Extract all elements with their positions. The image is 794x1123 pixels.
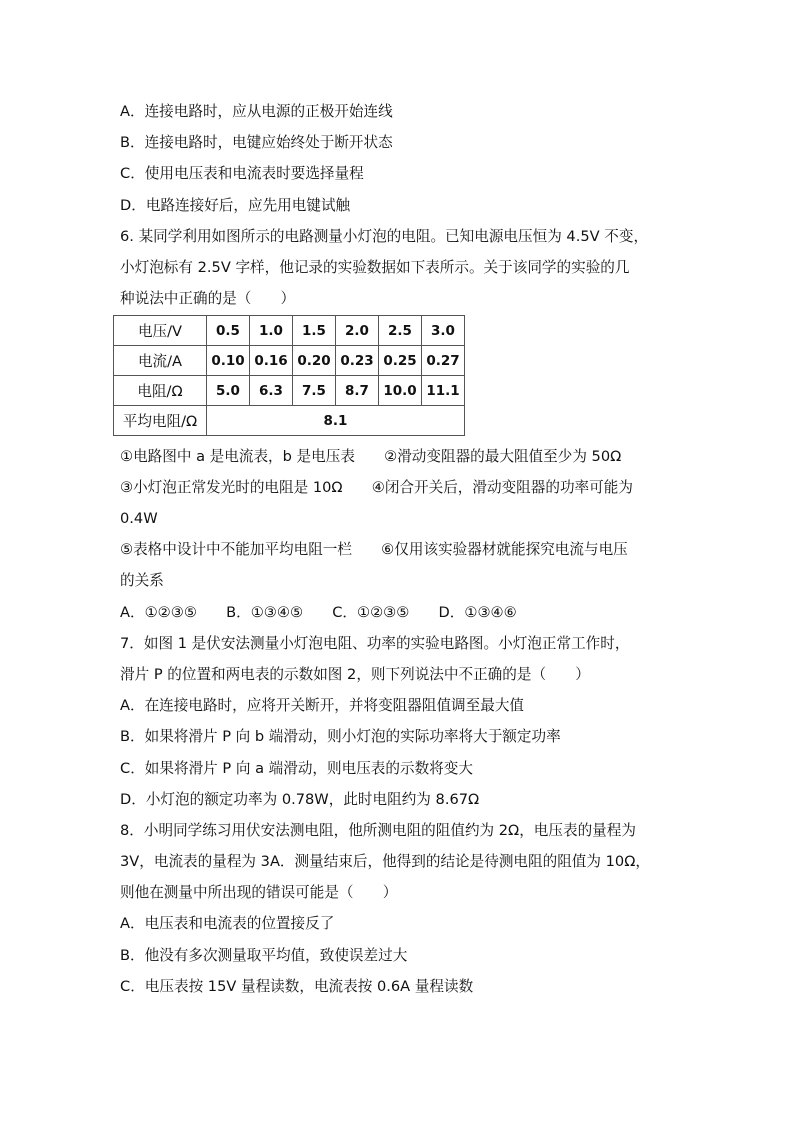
q7-option-c: C．如果将滑片 P 向 a 端滑动，则电压表的示数将变大 <box>120 760 473 777</box>
table-cell: 5.0 <box>207 376 250 406</box>
q6-stem-line-3: 种说法中正确的是（ ） <box>120 290 296 307</box>
table-cell: 8.7 <box>336 376 379 406</box>
table-cell: 0.23 <box>336 346 379 376</box>
q7-option-b: B．如果将滑片 P 向 b 端滑动，则小灯泡的实际功率将大于额定功率 <box>120 728 561 745</box>
q5-option-a: A．连接电路时，应从电源的正极开始连线 <box>120 103 393 120</box>
table-row-current <box>114 346 465 376</box>
average-resistance-value: 8.1 <box>207 406 465 436</box>
table-cell: 0.16 <box>250 346 293 376</box>
q7-option-d: D．小灯泡的额定功率为 0.78W，此时电阻约为 8.67Ω <box>120 791 480 808</box>
table-row-average <box>114 406 465 436</box>
table-cell: 0.27 <box>422 346 465 376</box>
table-cell: 0.5 <box>207 316 250 346</box>
q6-options: A．①②③⑤ B．①③④⑤ C．①②③⑤ D．①③④⑥ <box>120 604 517 621</box>
table-cell: 2.0 <box>336 316 379 346</box>
table-row-voltage <box>114 316 465 346</box>
q6-stem-line-1: 6. 某同学利用如图所示的电路测量小灯泡的电阻。已知电源电压恒为 4.5V 不变， <box>120 228 649 245</box>
q8-stem-line-2: 3V，电流表的量程为 3A．测量结束后，他得到的结论是待测电阻的阻值为 10Ω， <box>120 853 650 870</box>
q6-statement-line-3: 0.4W <box>120 510 158 527</box>
row-header-average: 平均电阻/Ω <box>114 406 207 436</box>
q6-statement-line-5: 的关系 <box>120 572 164 589</box>
q5-option-b: B．连接电路时，电键应始终处于断开状态 <box>120 134 393 151</box>
q8-stem-line-1: 8．小明同学练习用伏安法测电阻，他所测电阻的阻值约为 2Ω，电压表的量程为 <box>120 822 636 839</box>
table-cell: 1.5 <box>293 316 336 346</box>
table-cell: 0.20 <box>293 346 336 376</box>
table-cell: 0.10 <box>207 346 250 376</box>
table-cell: 2.5 <box>379 316 422 346</box>
row-header-voltage: 电压/V <box>114 316 207 346</box>
q6-statement-line-2: ③小灯泡正常发光时的电阻是 10Ω ④闭合开关后，滑动变阻器的功率可能为 <box>120 479 633 496</box>
table-cell: 6.3 <box>250 376 293 406</box>
q6-statement-line-1: ①电路图中 a 是电流表，b 是电压表 ②滑动变阻器的最大阻值至少为 50Ω <box>120 448 622 465</box>
q6-stem-line-2: 小灯泡标有 2.5V 字样，他记录的实验数据如下表所示。关于该同学的实验的几 <box>120 259 630 276</box>
table-cell: 7.5 <box>293 376 336 406</box>
table-cell: 10.0 <box>379 376 422 406</box>
q8-option-a: A．电压表和电流表的位置接反了 <box>120 915 335 932</box>
q7-stem-line-2: 滑片 P 的位置和两电表的示数如图 2，则下列说法中不正确的是（ ） <box>120 666 590 683</box>
q8-stem-line-3: 则他在测量中所出现的错误可能是（ ） <box>120 884 398 901</box>
table-cell: 1.0 <box>250 316 293 346</box>
q5-option-c: C．使用电压表和电流表时要选择量程 <box>120 165 364 182</box>
row-header-resistance: 电阻/Ω <box>114 376 207 406</box>
q7-option-a: A．在连接电路时，应将开关断开，并将变阻器阻值调至最大值 <box>120 697 525 714</box>
q8-option-c: C．电压表按 15V 量程读数，电流表按 0.6A 量程读数 <box>120 978 474 995</box>
table-cell: 11.1 <box>422 376 465 406</box>
q7-stem-line-1: 7．如图 1 是伏安法测量小灯泡电阻、功率的实验电路图。小灯泡正常工作时， <box>120 635 630 652</box>
q5-option-d: D．电路连接好后，应先用电键试触 <box>120 197 351 214</box>
row-header-current: 电流/A <box>114 346 207 376</box>
q6-statement-line-4: ⑤表格中设计中不能加平均电阻一栏 ⑥仅用该实验器材就能探究电流与电压 <box>120 541 628 558</box>
q8-option-b: B．他没有多次测量取平均值，致使误差过大 <box>120 947 408 964</box>
table-row-resistance <box>114 376 465 406</box>
q6-data-table <box>113 315 465 436</box>
table-cell: 0.25 <box>379 346 422 376</box>
table-cell: 3.0 <box>422 316 465 346</box>
